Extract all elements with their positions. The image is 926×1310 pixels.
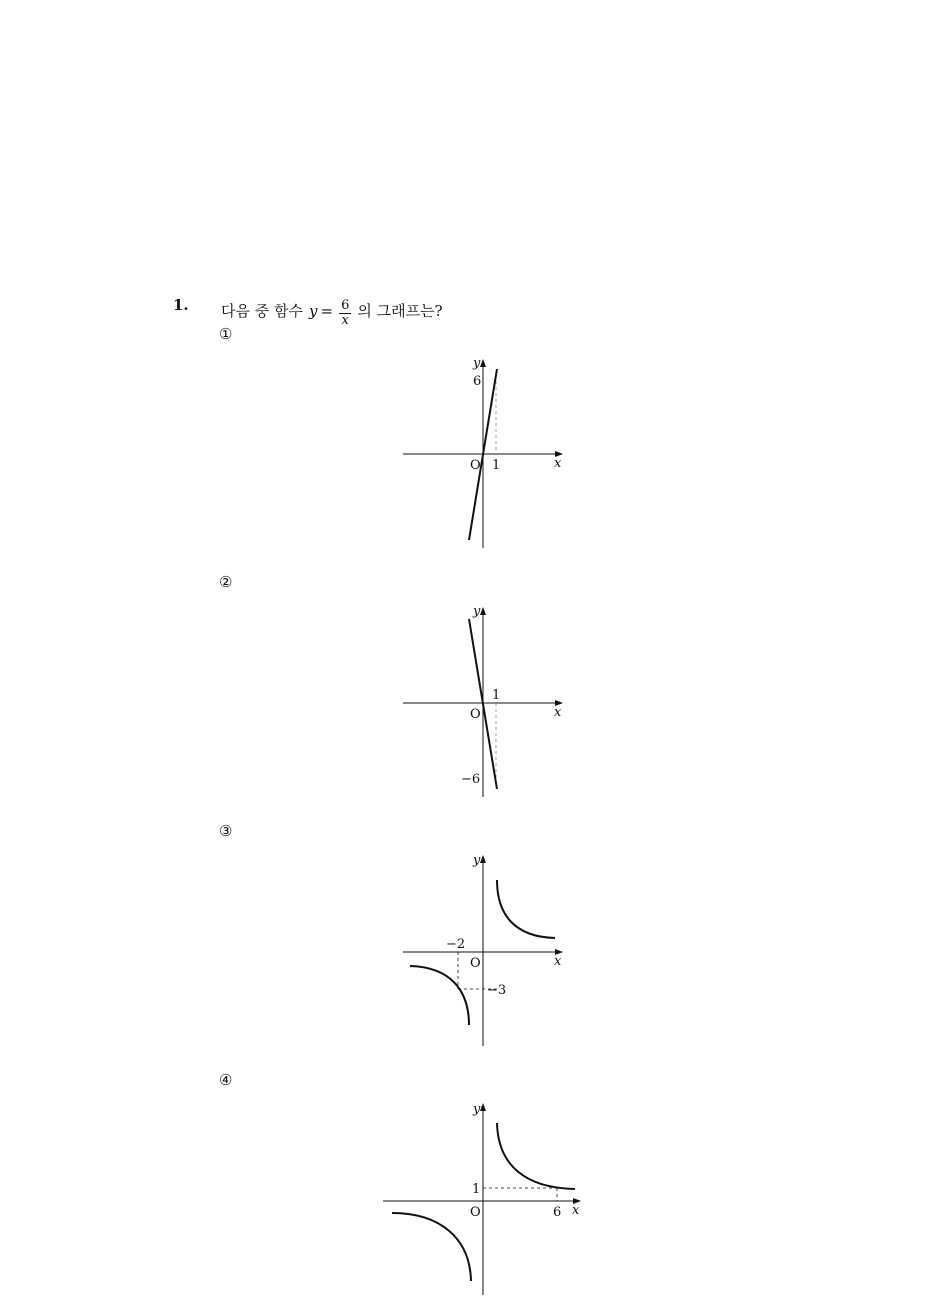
origin-label: O (470, 458, 481, 473)
tick-label-x: −2 (446, 937, 466, 952)
tick-label-y: −3 (487, 983, 507, 998)
function-variable: y (309, 301, 318, 320)
choice-4-marker[interactable]: ④ (219, 1071, 233, 1089)
fraction-denominator: x (341, 313, 349, 328)
y-axis-label: y (473, 853, 481, 868)
tick-label-y: 1 (472, 1182, 481, 1197)
tick-label-y: −6 (461, 772, 481, 787)
tick-label-x: 1 (492, 688, 501, 703)
y-axis-label: y (473, 1102, 481, 1117)
origin-label: O (470, 956, 481, 971)
equals-sign: = (320, 301, 334, 320)
y-axis-label: y (473, 356, 481, 371)
tick-label-y: 6 (473, 374, 482, 389)
tick-label-x: 6 (553, 1205, 562, 1220)
curve-lower-branch (392, 1213, 471, 1281)
question-suffix: 의 그래프는? (357, 302, 443, 320)
origin-label: O (470, 707, 481, 722)
x-axis-label: x (554, 705, 562, 720)
question-prefix: 다음 중 함수 (221, 302, 303, 320)
fraction-numerator: 6 (341, 298, 350, 313)
tick-label-x: 1 (492, 458, 501, 473)
origin-label: O (470, 1205, 481, 1220)
x-axis-label: x (554, 954, 562, 969)
y-axis-label: y (473, 604, 481, 619)
choice-2-marker[interactable]: ② (219, 573, 233, 591)
x-axis-label: x (554, 456, 562, 471)
x-axis-label: x (572, 1203, 580, 1218)
choice-1-marker[interactable]: ① (219, 325, 233, 343)
curve-upper-branch (497, 1123, 575, 1189)
choice-3-marker[interactable]: ③ (219, 822, 233, 840)
question-number: 1. (173, 296, 189, 314)
